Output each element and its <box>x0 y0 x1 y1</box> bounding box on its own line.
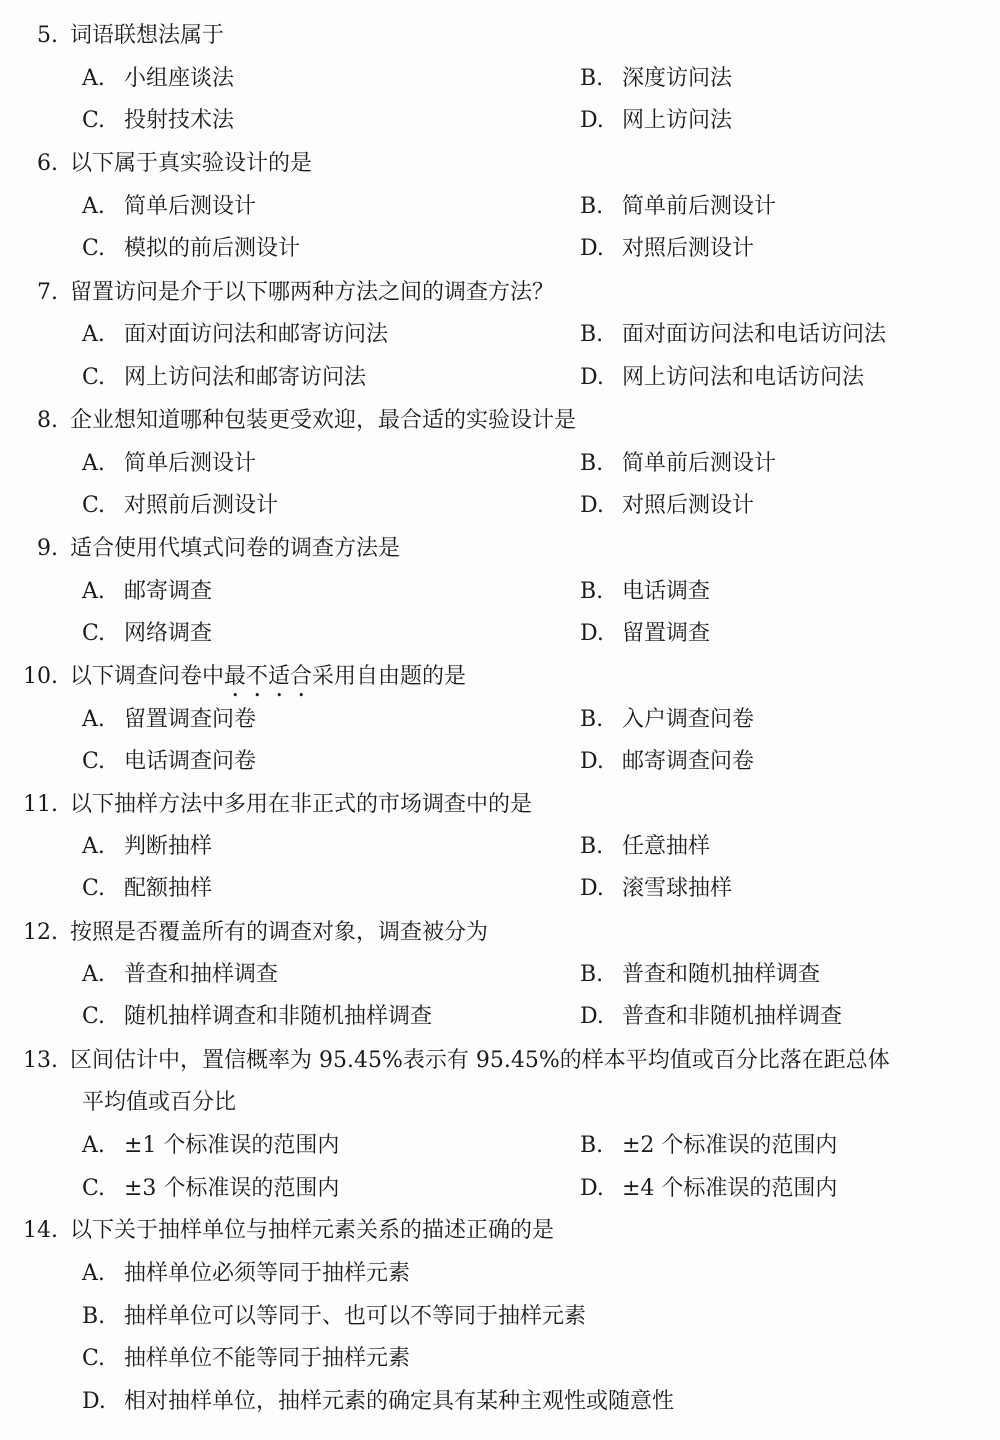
question-14-option-a <box>82 1261 410 1287</box>
text: 留置访问是介于以下哪两种方法之间的调查方法？ <box>70 280 555 305</box>
text: 邮寄调查 <box>124 579 213 604</box>
text: 投射技术法 <box>124 108 235 133</box>
text: 任意抽样 <box>622 834 711 859</box>
question-12-option-b <box>580 962 820 988</box>
question-5-stem <box>0 23 224 49</box>
option-letter: D. <box>580 749 604 774</box>
text: 网络调查 <box>124 621 213 646</box>
question-13-option-c <box>82 1176 339 1202</box>
text: 以下调查问卷中 <box>70 664 225 689</box>
option-letter: C. <box>82 236 106 261</box>
text: 企业想知道哪种包装更受欢迎，最合适的实验设计是 <box>70 408 577 433</box>
option-letter: D. <box>580 1004 604 1029</box>
question-13-stem-continued <box>82 1090 236 1116</box>
option-letter: A. <box>82 962 105 987</box>
text: 简单前后测设计 <box>622 451 777 476</box>
text: 区间估计中，置信概率为 95.45%表示有 95.45%的样本平均值或百分比落在距总体 <box>70 1048 890 1073</box>
question-number: 11. <box>23 792 58 817</box>
text: 抽样单位必须等同于抽样元素 <box>124 1261 411 1286</box>
option-letter: D. <box>580 876 604 901</box>
option-letter: B. <box>580 579 604 604</box>
option-letter: B. <box>580 66 604 91</box>
question-8-option-a <box>82 451 256 477</box>
question-9-option-c <box>82 621 212 647</box>
question-12-option-a <box>82 962 278 988</box>
question-11-option-b <box>580 834 710 860</box>
question-5-option-c <box>82 108 234 134</box>
text: ±2 个标准误的范围内 <box>622 1133 838 1158</box>
option-letter: D. <box>580 108 604 133</box>
question-number: 7. <box>37 280 58 305</box>
text: 对照后测设计 <box>622 493 755 518</box>
text: 判断抽样 <box>124 834 213 859</box>
text: 以下抽样方法中多用在非正式的市场调查中的是 <box>70 792 533 817</box>
question-14-option-d <box>82 1389 674 1415</box>
text: 词语联想法属于 <box>70 23 225 48</box>
question-14-stem <box>0 1218 554 1244</box>
question-9-option-a <box>82 579 212 605</box>
option-letter: D. <box>580 365 604 390</box>
text: 采用自由题的是 <box>312 664 467 689</box>
question-number: 14. <box>23 1218 58 1243</box>
text: 相对抽样单位，抽样元素的确定具有某种主观性或随意性 <box>124 1389 675 1414</box>
question-number: 5. <box>37 23 58 48</box>
option-letter: A. <box>82 66 105 91</box>
question-7-option-a <box>82 322 388 348</box>
question-6-option-b <box>580 194 776 220</box>
option-letter: A. <box>82 579 105 604</box>
text: 邮寄调查问卷 <box>622 749 755 774</box>
question-8-option-b <box>580 451 776 477</box>
text: 平均值或百分比 <box>82 1090 237 1115</box>
text: ±4 个标准误的范围内 <box>622 1176 838 1201</box>
text: 抽样单位可以等同于、也可以不等同于抽样元素 <box>124 1304 587 1329</box>
question-9-option-d <box>580 621 710 647</box>
text: 入户调查问卷 <box>622 707 755 732</box>
text: 普查和抽样调查 <box>124 962 279 987</box>
question-13-option-b <box>580 1133 837 1159</box>
question-7-stem <box>0 280 554 306</box>
question-number: 10. <box>23 664 58 689</box>
text: 网上访问法 <box>622 108 733 133</box>
question-11-stem <box>0 792 532 818</box>
text: 普查和非随机抽样调查 <box>622 1004 843 1029</box>
option-letter: D. <box>580 236 604 261</box>
question-7-option-b <box>580 322 886 348</box>
text: 面对面访问法和邮寄访问法 <box>124 322 389 347</box>
question-6-option-d <box>580 236 754 262</box>
option-letter: C. <box>82 749 106 774</box>
option-letter: B. <box>580 194 604 219</box>
option-letter: B. <box>580 451 604 476</box>
question-13-option-a <box>82 1133 339 1159</box>
option-letter: A. <box>82 1261 105 1286</box>
question-12-option-c <box>82 1004 432 1030</box>
question-6-stem <box>0 151 312 177</box>
text: 深度访问法 <box>622 66 733 91</box>
option-letter: C. <box>82 621 106 646</box>
text: 普查和随机抽样调查 <box>622 962 821 987</box>
option-letter: C. <box>82 1004 106 1029</box>
option-letter: C. <box>82 876 106 901</box>
question-13-option-d <box>580 1176 837 1202</box>
text: 留置调查 <box>622 621 711 646</box>
text: 网上访问法和电话访问法 <box>622 365 865 390</box>
option-letter: D. <box>82 1389 106 1414</box>
option-letter: A. <box>82 707 105 732</box>
text: 以下关于抽样单位与抽样元素关系的描述正确的是 <box>70 1218 555 1243</box>
question-7-option-c <box>82 365 366 391</box>
option-letter: A. <box>82 1133 105 1158</box>
option-letter: D. <box>580 493 604 518</box>
text: 简单后测设计 <box>124 451 257 476</box>
question-10-option-b <box>580 707 754 733</box>
text: 简单后测设计 <box>124 194 257 219</box>
question-number: 8. <box>37 408 58 433</box>
text: 简单前后测设计 <box>622 194 777 219</box>
text: 适合使用代填式问卷的调查方法是 <box>70 536 401 561</box>
option-letter: C. <box>82 493 106 518</box>
question-12-option-d <box>580 1004 842 1030</box>
question-5-option-a <box>82 66 234 92</box>
question-11-option-d <box>580 876 732 902</box>
option-letter: C. <box>82 108 106 133</box>
option-letter: B. <box>580 707 604 732</box>
option-letter: A. <box>82 194 105 219</box>
text: ±1 个标准误的范围内 <box>124 1133 340 1158</box>
question-number: 13. <box>23 1048 58 1073</box>
option-letter: C. <box>82 1176 106 1201</box>
option-letter: B. <box>580 1133 604 1158</box>
text: 电话调查问卷 <box>124 749 257 774</box>
question-11-option-a <box>82 834 212 860</box>
text: 抽样单位不能等同于抽样元素 <box>124 1346 411 1371</box>
question-9-option-b <box>580 579 710 605</box>
question-8-option-d <box>580 493 754 519</box>
option-letter: B. <box>82 1304 106 1329</box>
question-8-option-c <box>82 493 278 519</box>
option-letter: D. <box>580 1176 604 1201</box>
question-5-option-d <box>580 108 732 134</box>
option-letter: A. <box>82 451 105 476</box>
option-letter: B. <box>580 834 604 859</box>
question-9-stem <box>0 536 400 562</box>
option-letter: C. <box>82 1346 106 1371</box>
question-10-option-a <box>82 707 256 733</box>
option-letter: A. <box>82 834 105 859</box>
text: 模拟的前后测设计 <box>124 236 301 261</box>
emphasis-text: 最不适合 <box>224 664 313 689</box>
question-8-stem <box>0 408 576 434</box>
text: ±3 个标准误的范围内 <box>124 1176 340 1201</box>
option-letter: D. <box>580 621 604 646</box>
text: 对照后测设计 <box>622 236 755 261</box>
question-6-option-a <box>82 194 256 220</box>
text: 对照前后测设计 <box>124 493 279 518</box>
question-14-option-c <box>82 1346 410 1372</box>
question-10-option-c <box>82 749 256 775</box>
question-13-stem <box>0 1048 890 1074</box>
option-letter: A. <box>82 322 105 347</box>
question-10-option-d <box>580 749 754 775</box>
question-10-stem <box>0 664 466 702</box>
option-letter: B. <box>580 322 604 347</box>
question-6-option-c <box>82 236 300 262</box>
question-5-option-b <box>580 66 732 92</box>
question-11-option-c <box>82 876 212 902</box>
question-number: 12. <box>23 920 58 945</box>
text: 网上访问法和邮寄访问法 <box>124 365 367 390</box>
question-12-stem <box>0 920 488 946</box>
text: 滚雪球抽样 <box>622 876 733 901</box>
question-number: 6. <box>37 151 58 176</box>
text: 电话调查 <box>622 579 711 604</box>
text: 按照是否覆盖所有的调查对象，调查被分为 <box>70 920 489 945</box>
text: 留置调查问卷 <box>124 707 257 732</box>
text: 小组座谈法 <box>124 66 235 91</box>
text: 配额抽样 <box>124 876 213 901</box>
question-14-option-b <box>82 1304 586 1330</box>
text: 以下属于真实验设计的是 <box>70 151 313 176</box>
question-number: 9. <box>37 536 58 561</box>
option-letter: C. <box>82 365 106 390</box>
option-letter: B. <box>580 962 604 987</box>
question-7-option-d <box>580 365 864 391</box>
text: 面对面访问法和电话访问法 <box>622 322 887 347</box>
text: 随机抽样调查和非随机抽样调查 <box>124 1004 433 1029</box>
